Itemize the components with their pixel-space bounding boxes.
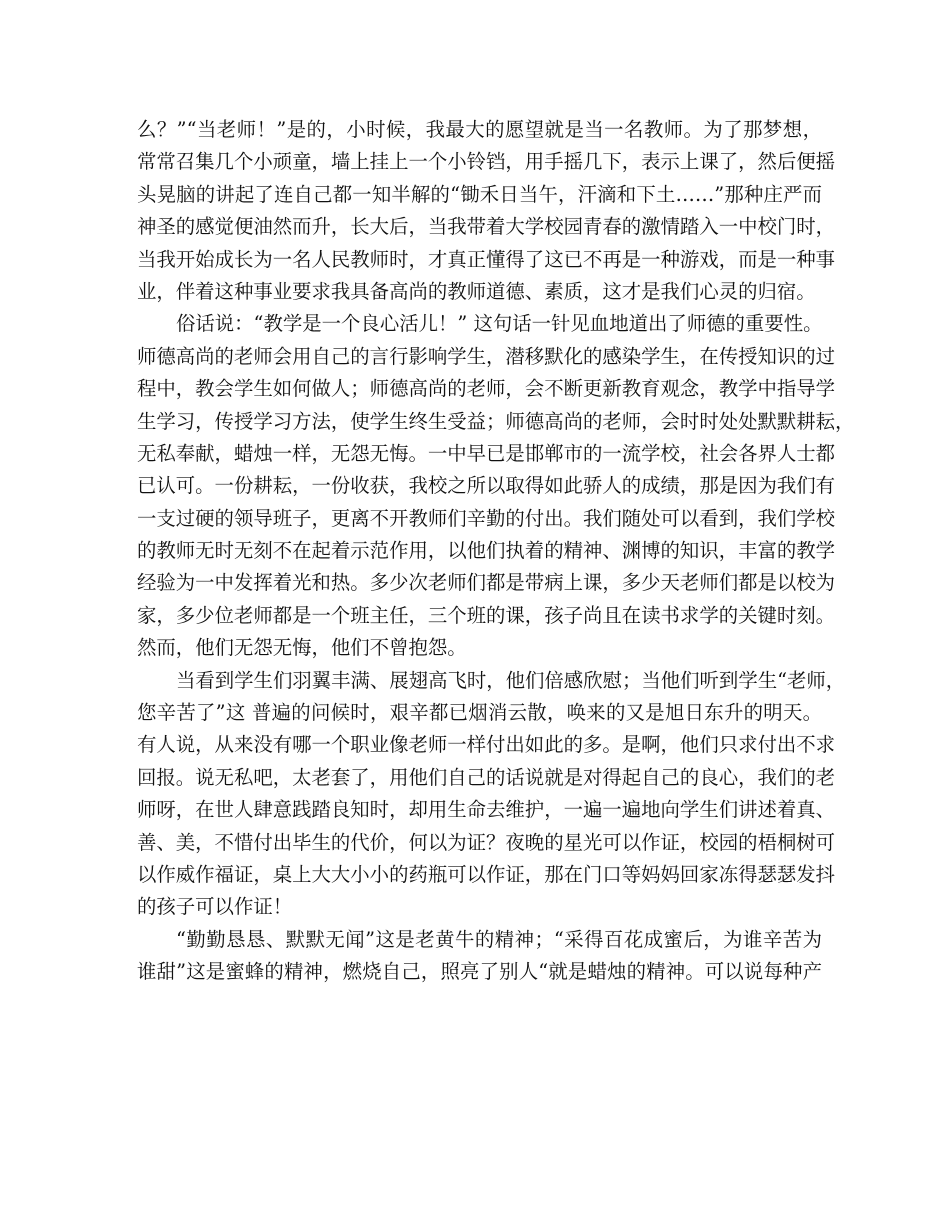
paragraph-3-line-8: 的孩子可以作证！ <box>137 895 293 919</box>
paragraph-2-line-10: 家，多少位老师都是一个班主任，三个班的课，孩子尚且在读书求学的关键时刻。 <box>137 603 836 627</box>
paragraph-3-line-2: 您辛苦了”这 普遍的问候时，艰辛都已烟消云散，唤来的又是旭日东升的明天。 <box>137 701 822 725</box>
paragraph-2-line-5: 无私奉献，蜡烛一样，无怨无悔。一中早已是邯郸市的一流学校，社会各界人士都 <box>137 441 836 465</box>
paragraph-2-line-4: 生学习，传授学习方法，使学生终生受益；师德高尚的老师，会时时处处默默耕耘， <box>137 409 855 433</box>
paragraph-4-line-2: 谁甜”这是蜜蜂的精神，燃烧自己，照亮了别人“就是蜡烛的精神。可以说每种产 <box>137 960 822 984</box>
paragraph-1-line-4: 神圣的感觉便油然而升，长大后，当我带着大学校园青春的激情踏入一中校门时， <box>137 215 836 239</box>
paragraph-2-line-7: 一支过硬的领导班子，更离不开教师们辛勤的付出。我们随处可以看到，我们学校 <box>137 506 836 530</box>
paragraph-3-line-4: 回报。说无私吧，太老套了，用他们自己的话说就是对得起自己的良心，我们的老 <box>137 765 836 789</box>
paragraph-3-line-5: 师呀，在世人肆意践踏良知时，却用生命去维护，一遍一遍地向学生们讲述着真、 <box>137 798 836 822</box>
paragraph-3-line-3: 有人说，从来没有哪一个职业像老师一样付出如此的多。是啊，他们只求付出不求 <box>137 733 836 757</box>
paragraph-1-line-2: 常常召集几个小顽童，墙上挂上一个小铃铛，用手摇几下，表示上课了，然后便摇 <box>137 150 836 174</box>
paragraph-4-line-1: “勤勤恳恳、默默无闻”这是老黄牛的精神；“采得百花成蜜后，为谁辛苦为 <box>176 927 822 951</box>
paragraph-1-line-6: 业，伴着这种事业要求我具备高尚的教师道德、素质，这才是我们心灵的归宿。 <box>137 279 816 303</box>
paragraph-3-line-7: 以作威作福证，桌上大大小小的药瓶可以作证，那在门口等妈妈回家冻得瑟瑟发抖 <box>137 862 836 886</box>
paragraph-2-line-1: 俗话说：“教学是一个良心活儿！” 这句话一针见血地道出了师德的重要性。 <box>176 312 823 336</box>
paragraph-2-line-2: 师德高尚的老师会用自己的言行影响学生，潜移默化的感染学生，在传授知识的过 <box>137 344 836 368</box>
paragraph-2-line-9: 经验为一中发挥着光和热。多少次老师们都是带病上课，多少天老师们都是以校为 <box>137 571 836 595</box>
paragraph-3-line-6: 善、美，不惜付出毕生的代价，何以为证？夜晚的星光可以作证，校园的梧桐树可 <box>137 830 836 854</box>
paragraph-1-line-1: 么？”“当老师！”是的，小时候，我最大的愿望就是当一名教师。为了那梦想， <box>137 118 822 141</box>
paragraph-1-line-3: 头晃脑的讲起了连自己都一知半解的“锄禾日当午，汗滴和下土……”那种庄严而 <box>137 182 822 206</box>
document-body <box>137 114 855 989</box>
paragraph-2-line-3: 程中，教会学生如何做人；师德高尚的老师，会不断更新教育观念，教学中指导学 <box>137 377 836 401</box>
paragraph-2-line-11: 然而，他们无怨无悔，他们不曾抱怨。 <box>137 636 467 660</box>
paragraph-1-line-5: 当我开始成长为一名人民教师时，才真正懂得了这已不再是一种游戏，而是一种事 <box>137 247 836 271</box>
paragraph-2-line-8: 的教师无时无刻不在起着示范作用，以他们执着的精神、渊博的知识，丰富的教学 <box>137 539 836 563</box>
paragraph-3-line-1: 当看到学生们羽翼丰满、展翅高飞时，他们倍感欣慰；当他们听到学生“老师， <box>176 668 846 692</box>
paragraph-2-line-6: 已认可。一份耕耘，一份收获，我校之所以取得如此骄人的成绩，那是因为我们有 <box>137 474 836 498</box>
